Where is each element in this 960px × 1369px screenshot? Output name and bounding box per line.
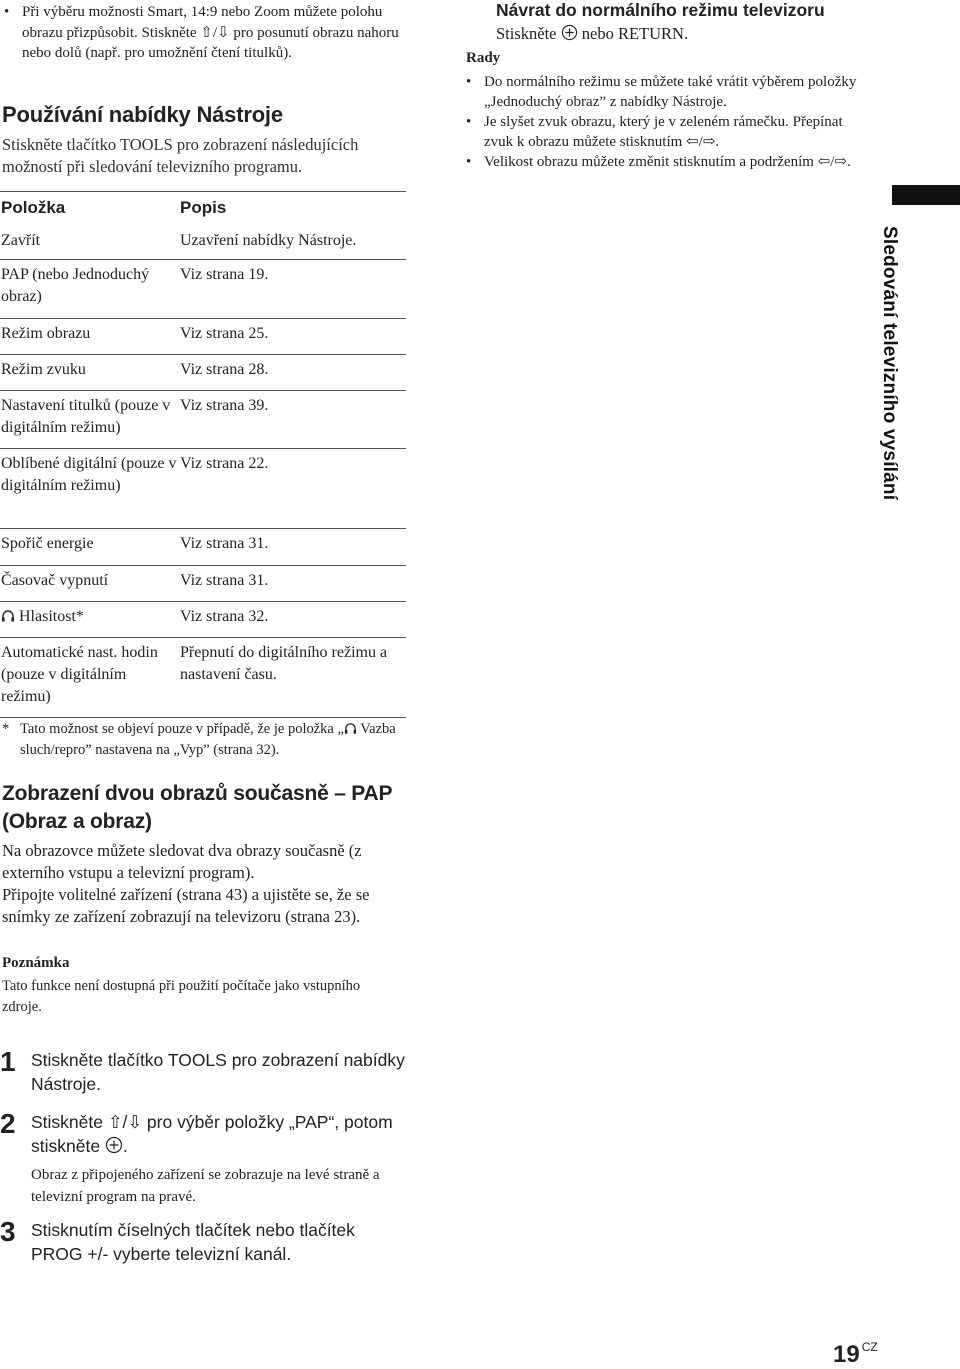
table-cell-desc: Viz strana 31. [180, 572, 269, 589]
table-cell-desc: Viz strana 22. [180, 455, 269, 472]
step-number: 2 [0, 1108, 16, 1139]
return-text [496, 24, 688, 44]
bullet-dot: • [466, 114, 472, 130]
table-cell-desc: Viz strana 32. [180, 608, 269, 625]
list-item [466, 112, 866, 152]
bullet-dot: • [466, 74, 472, 90]
table-cell-desc: Viz strana 28. [180, 361, 269, 378]
table-cell-item: Automatické nast. hodin (pouze v digitálním režimu) [1, 644, 158, 705]
page-lang: CZ [861, 1340, 878, 1354]
list-item [466, 152, 866, 172]
step-number: 3 [0, 1216, 16, 1247]
table-row [0, 390, 406, 448]
table-row [0, 637, 406, 718]
table-row [0, 565, 406, 601]
table-header-desc: Popis [180, 198, 227, 217]
section-title-pap: Zobrazení dvou obrazů současně – PAP (Obraz a obraz) [2, 782, 392, 833]
pap-para-2: Připojte volitelné zařízení (strana 43) a ujistěte se, že se snímky ze zařízení zobrazují na televizoru (strana 23). [2, 885, 370, 926]
table-cell-item: Režim zvuku [1, 361, 86, 378]
tip-text: Do normálního režimu se můžete také vrátit výběrem položky „Jednoduchý obraz” z nabídky Nástroje. [484, 74, 857, 110]
bullet-dot: • [4, 4, 10, 20]
table-row [0, 601, 406, 637]
note-text: Tato funkce není dostupná při použití počítače jako vstupního zdroje. [2, 978, 361, 1015]
footnote-marker: * [2, 721, 10, 737]
return-text-a: Stiskněte [496, 24, 561, 43]
footnote-text [20, 719, 412, 761]
table-row [0, 228, 406, 259]
footnote-text-b: Vazba sluch/repro” nastavena na „Vyp” (strana 32). [20, 721, 396, 758]
table-cell-desc: Viz strana 39. [180, 397, 269, 414]
table-cell-item: Režim obrazu [1, 325, 91, 342]
page-number-value: 19 [833, 1341, 860, 1368]
step-number: 1 [0, 1046, 16, 1077]
step-text: Stisknutím číselných tlačítek nebo tlačítek PROG +/- vyberte televizní kanál. [31, 1220, 355, 1264]
tips-title: Rady [466, 50, 501, 66]
table-cell-item: Spořič energie [1, 535, 94, 552]
table-cell-item: Nastavení titulků (pouze v digitálním režimu) [1, 397, 171, 436]
table-cell-item: Oblíbené digitální (pouze v digitálním režimu) [1, 455, 177, 494]
pap-para-1: Na obrazovce můžete sledovat dva obrazy současně (z externího vstupu a televizní program). [2, 841, 362, 882]
tools-table [0, 191, 406, 718]
step-3 [0, 1216, 420, 1276]
step-text [31, 1110, 411, 1158]
section-title-tools: Používání nabídky Nástroje [2, 102, 283, 127]
step-description: Obraz z připojeného zařízení se zobrazuje na levé straně a televizní program na pravé. [31, 1167, 380, 1205]
headphones-icon [1, 609, 15, 623]
table-cell-item: Časovač vypnutí [1, 572, 109, 589]
bullet-dot: • [466, 154, 472, 170]
step-2 [0, 1108, 420, 1212]
table-cell-desc: Viz strana 19. [180, 266, 269, 283]
table-cell-desc: Přepnutí do digitálního režimu a nastavení času. [180, 644, 388, 683]
table-header-row [0, 191, 406, 228]
tips-list [466, 72, 866, 172]
tip-text: Velikost obrazu můžete změnit stisknutím a podržením ⇦/⇨. [484, 154, 851, 170]
tools-intro: Stiskněte tlačítko TOOLS pro zobrazení následujících možností při sledování televizního programu. [2, 135, 359, 176]
headphones-icon [344, 722, 357, 735]
step-text-a: Stiskněte [31, 1112, 108, 1132]
side-tab-marker [892, 185, 960, 205]
return-title: Návrat do normálního režimu televizoru [496, 0, 825, 20]
table-cell-item-text: Hlasitost* [19, 608, 84, 625]
intro-bullet-text: Při výběru možnosti Smart, 14:9 nebo Zoom můžete polohu obrazu přizpůsobit. Stiskněte ⇧/⇩ pro posunutí obrazu nahoru nebo dolů (např. pro umožnění čtení titulků). [22, 4, 399, 61]
table-cell-item [1, 606, 179, 628]
table-row [0, 528, 406, 565]
page-number [833, 1340, 878, 1369]
table-cell-desc: Uzavření nabídky Nástroje. [180, 232, 357, 249]
table-cell-desc: Viz strana 31. [180, 535, 269, 552]
step-text-c: . [122, 1136, 128, 1156]
table-cell-desc: Viz strana 25. [180, 325, 269, 342]
table-row [0, 448, 406, 528]
up-down-arrows-icon: ⇧/⇩ [107, 1112, 143, 1132]
step-text: Stiskněte tlačítko TOOLS pro zobrazení nabídky Nástroje. [31, 1050, 405, 1094]
table-row [0, 354, 406, 390]
list-item [466, 72, 866, 112]
return-text-b: nebo RETURN. [577, 24, 689, 43]
step-text-b: pro výběr položky „PAP“, potom stiskněte [31, 1112, 393, 1156]
enter-button-icon [561, 24, 578, 41]
enter-button-icon [105, 1136, 123, 1154]
table-header-item: Položka [1, 198, 66, 217]
table-row [0, 259, 406, 318]
table-row [0, 318, 406, 354]
table-cell-item: PAP (nebo Jednoduchý obraz) [1, 266, 150, 305]
tip-text: Je slyšet zvuk obrazu, který je v zeleném rámečku. Přepínat zvuk k obrazu můžete stisknutím ⇦/⇨. [484, 114, 843, 150]
side-tab-title: Sledování televizního vysílání [879, 226, 900, 501]
step-1 [0, 1046, 420, 1102]
note-title: Poznámka [2, 955, 70, 971]
footnote-text-a: Tato možnost se objeví pouze v případě, že je položka „ [20, 721, 344, 737]
table-cell-item: Zavřít [1, 232, 41, 249]
pap-intro [2, 840, 412, 928]
